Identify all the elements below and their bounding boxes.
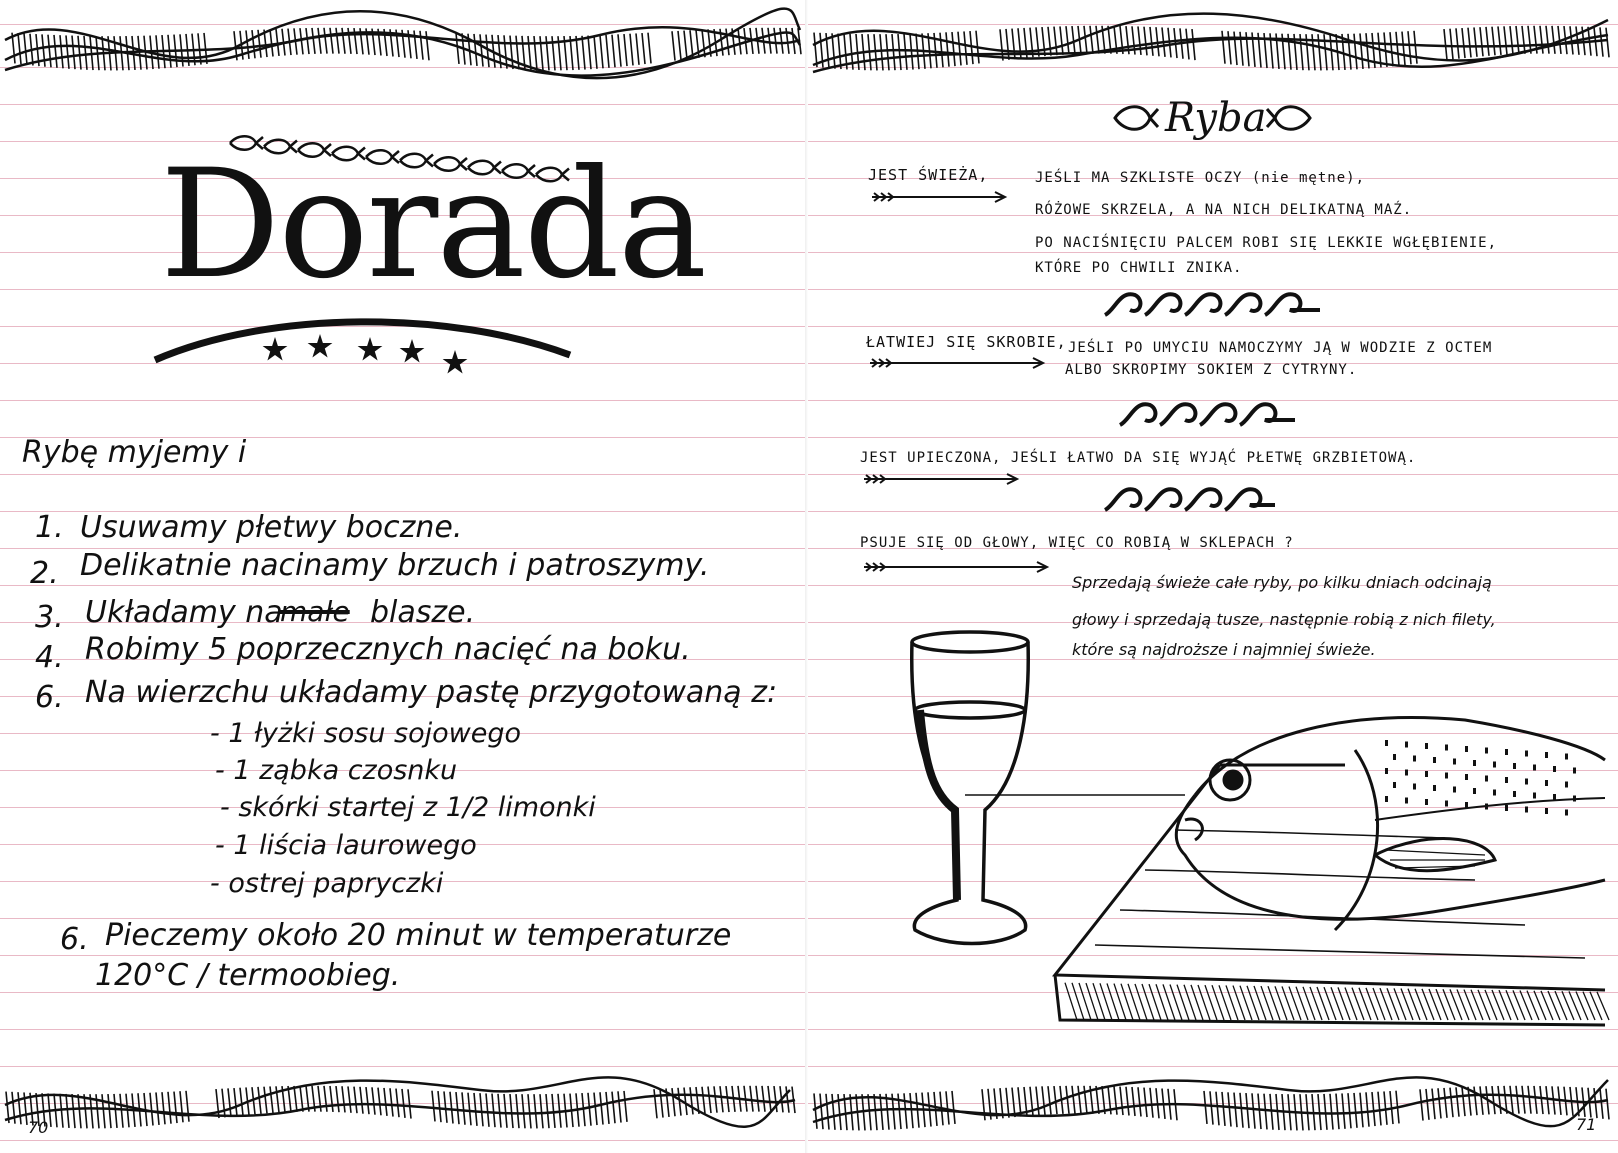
section-1-label: JEST ŚWIEŻA, [868, 166, 989, 184]
recipe-title: Dorada [160, 138, 706, 312]
page-number-right: 71 [1576, 1115, 1597, 1134]
ingredient-1: - 1 łyżki sosu sojowego [210, 718, 522, 749]
step-2-number: 2. [30, 556, 59, 591]
step-3-text: Układamy na [85, 595, 283, 630]
step-1-text: Usuwamy płetwy boczne. [80, 510, 463, 545]
arrow-3 [862, 472, 1022, 486]
step-4-text: Robimy 5 poprzecznych nacięć na boku. [85, 632, 691, 667]
section-4-answer-line-3: które są najdroższe i najmniej świeże. [1072, 640, 1376, 659]
section-1-line-4: KTÓRE PO CHWILI ZNIKA. [1035, 260, 1243, 276]
step-3-number: 3. [35, 600, 64, 635]
ingredient-2: - 1 ząbka czosnku [215, 755, 458, 786]
arrow-4 [862, 560, 1052, 574]
section-4-answer-line-1: Sprzedają świeże całe ryby, po kilku dniach odcinają [1072, 573, 1492, 592]
fish-on-board-illustration [1025, 720, 1605, 1050]
step-4-number: 4. [35, 640, 64, 675]
wave-border-bottom-left [0, 1050, 808, 1150]
section-4-answer-line-2: głowy i sprzedają tusze, następnie robią z nich filety, [1072, 610, 1496, 629]
wave-border-top-left [0, 0, 808, 90]
section-1-line-3: PO NACIŚNIĘCIU PALCEM ROBI SIĘ LEKKIE WGŁĘBIENIE, [1035, 235, 1498, 251]
wine-glass-illustration [905, 630, 1035, 950]
wave-divider-3 [1100, 480, 1290, 520]
section-2-line-2: ALBO SKROPIMY SOKIEM Z CYTRYNY. [1065, 362, 1358, 378]
section-2-label: ŁATWIEJ SIĘ SKROBIE, [866, 333, 1067, 351]
step-3-rest: blasze. [370, 595, 476, 630]
section-2-line-1: JEŚLI PO UMYCIU NAMOCZYMY JĄ W WODZIE Z OCTEM [1068, 340, 1493, 356]
step-6-number: 6. [60, 922, 89, 957]
wave-border-bottom-right [808, 1050, 1618, 1150]
intro-text: Rybę myjemy i [22, 435, 247, 470]
step-5-number: 6. [35, 680, 64, 715]
arrow-1 [870, 190, 1010, 204]
fish-icon-right [1265, 103, 1315, 133]
step-6-line-1: Pieczemy około 20 minut w temperaturze [105, 918, 732, 953]
page-number-left: 70 [28, 1118, 49, 1137]
wave-border-top-right [808, 0, 1618, 90]
step-3-crossed-word: małe [280, 595, 350, 628]
section-4-text: PSUJE SIĘ OD GŁOWY, WIĘC CO ROBIĄ W SKLEPACH ? [860, 535, 1294, 551]
ingredient-3: - skórki startej z 1/2 limonki [220, 792, 596, 823]
wave-divider-2 [1115, 395, 1315, 435]
step-5-text: Na wierzchu układamy pastę przygotowaną z: [85, 675, 778, 710]
left-page [0, 0, 808, 1153]
section-3-text: JEST UPIECZONA, JEŚLI ŁATWO DA SIĘ WYJĄĆ PŁETWĘ GRZBIETOWĄ. [860, 450, 1417, 466]
section-1-line-2: RÓŻOWE SKRZELA, A NA NICH DELIKATNĄ MAŹ. [1035, 202, 1413, 218]
wave-divider-1 [1100, 285, 1330, 325]
ingredient-4: - 1 liścia laurowego [215, 830, 477, 861]
arrow-2 [868, 356, 1048, 370]
step-1-number: 1. [35, 510, 64, 545]
step-6-line-2: 120°C / termoobieg. [95, 958, 401, 993]
step-2-text: Delikatnie nacinamy brzuch i patroszymy. [80, 548, 710, 583]
ryba-title: Ryba [1165, 95, 1267, 141]
title-swoosh-stars [150, 315, 610, 405]
fish-icon-left [1110, 103, 1160, 133]
section-1-line-1: JEŚLI MA SZKLISTE OCZY (nie mętne), [1035, 170, 1366, 186]
ingredient-5: - ostrej papryczki [210, 868, 444, 899]
